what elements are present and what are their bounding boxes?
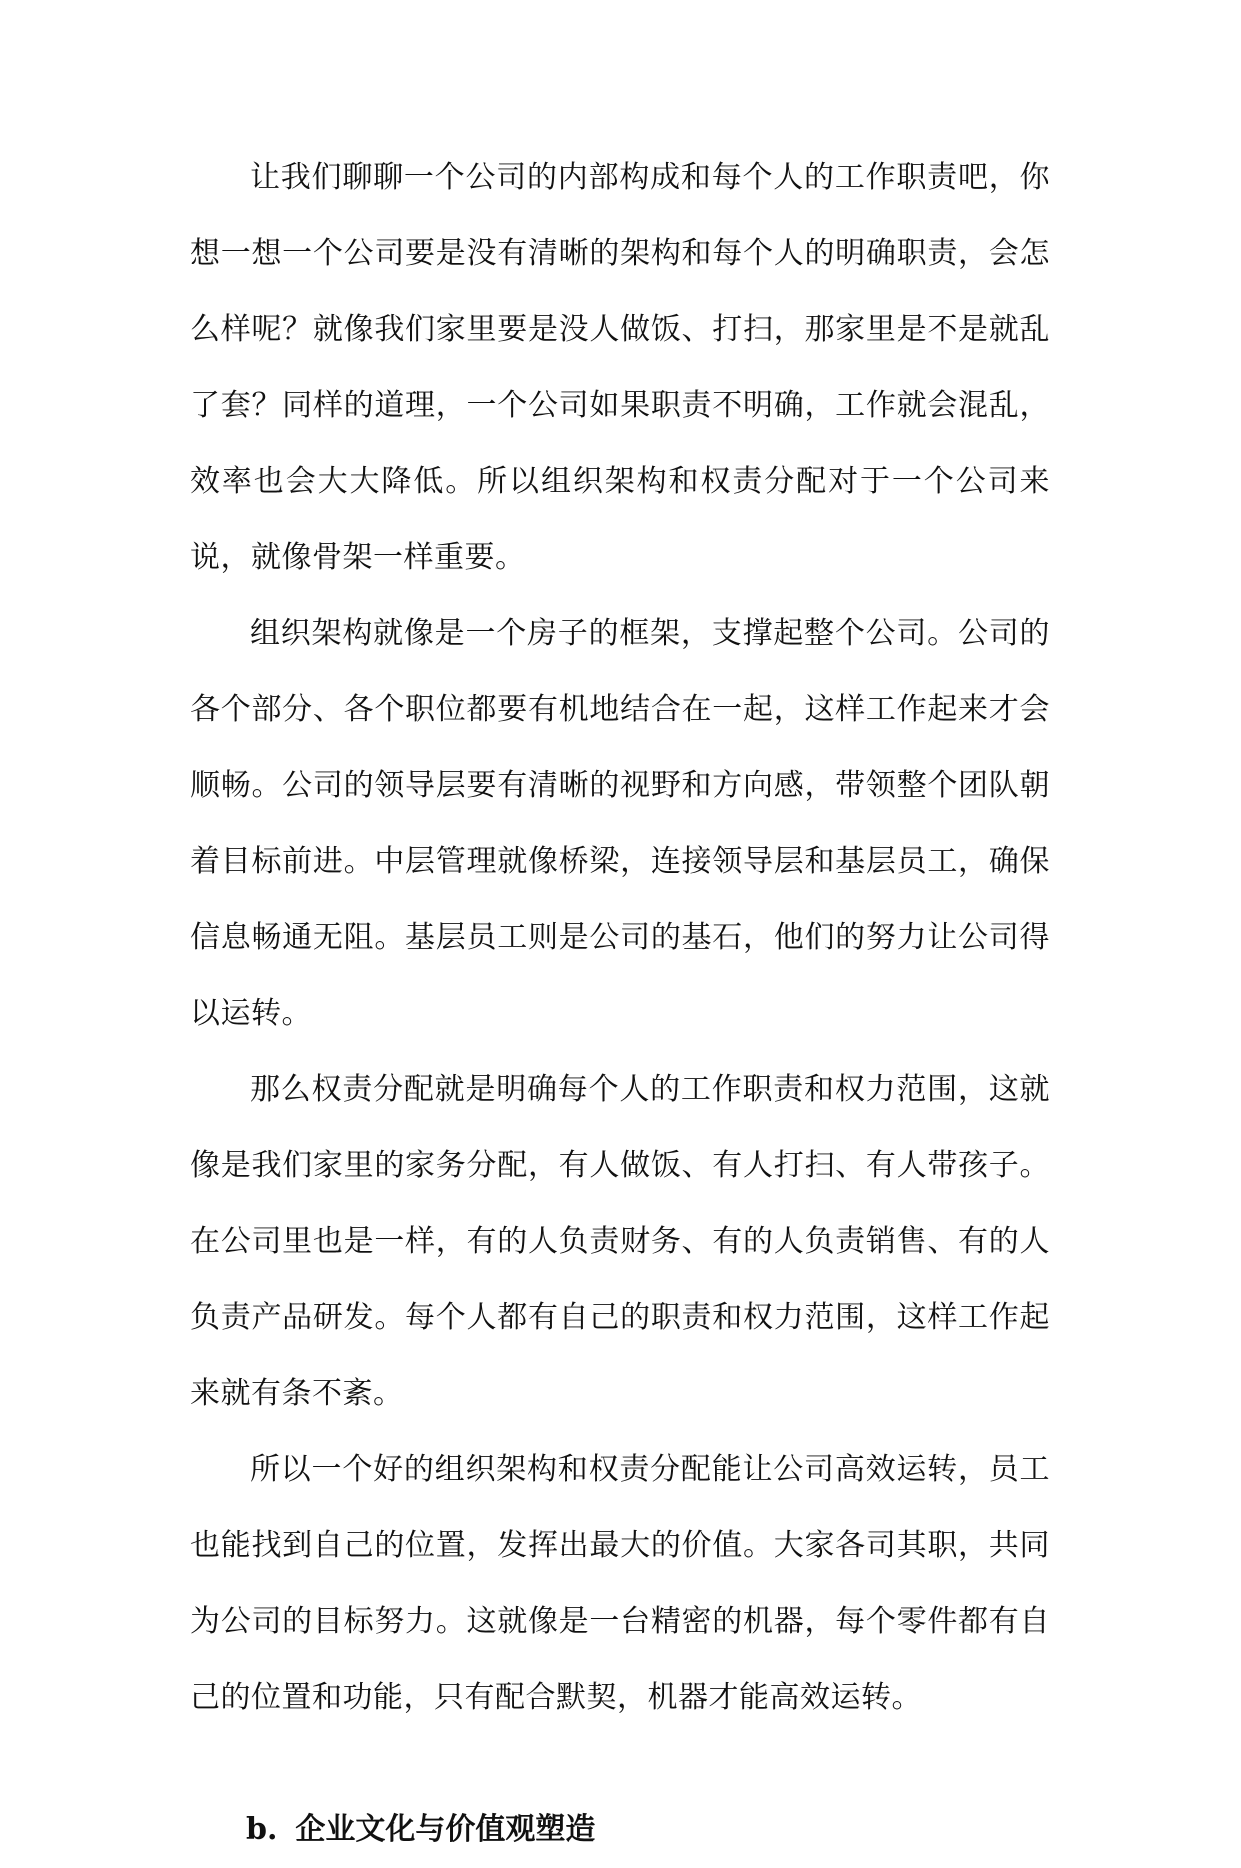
section-heading-text: 企业文化与价值观塑造: [295, 1812, 596, 1847]
paragraph-responsibility: 那么权责分配就是明确每个人的工作职责和权力范围，这就像是我们家里的家务分配，有人做饭、有人打扫、有人带孩子。在公司里也是一样，有的人负责财务、有的人负责销售、有的人负责产品研发。每个人都有自己的职责和权力范围，这样工作起来就有条不紊。: [190, 1072, 1050, 1411]
document-body: [190, 140, 1050, 1868]
paragraph-org-structure: 组织架构就像是一个房子的框架，支撑起整个公司。公司的各个部分、各个职位都要有机地结合在一起，这样工作起来才会顺畅。公司的领导层要有清晰的视野和方向感，带领整个团队朝着目标前进。中层管理就像桥梁，连接领导层和基层员工，确保信息畅通无阻。基层员工则是公司的基石，他们的努力让公司得以运转。: [190, 616, 1050, 1031]
paragraph-conclusion: 所以一个好的组织架构和权责分配能让公司高效运转，员工也能找到自己的位置，发挥出最大的价值。大家各司其职，共同为公司的目标努力。这就像是一台精密的机器，每个零件都有自己的位置和功能，只有配合默契，机器才能高效运转。: [190, 1452, 1050, 1715]
paragraph-org-intro: 让我们聊聊一个公司的内部构成和每个人的工作职责吧，你想一想一个公司要是没有清晰的架构和每个人的明确职责，会怎么样呢？就像我们家里要是没人做饭、打扫，那家里是不是就乱了套？同样的道理，一个公司如果职责不明确，工作就会混乱，效率也会大大降低。所以组织架构和权责分配对于一个公司来说，就像骨架一样重要。: [190, 160, 1050, 575]
section-heading: [190, 1792, 1050, 1868]
section-heading-marker: b.: [246, 1812, 278, 1847]
